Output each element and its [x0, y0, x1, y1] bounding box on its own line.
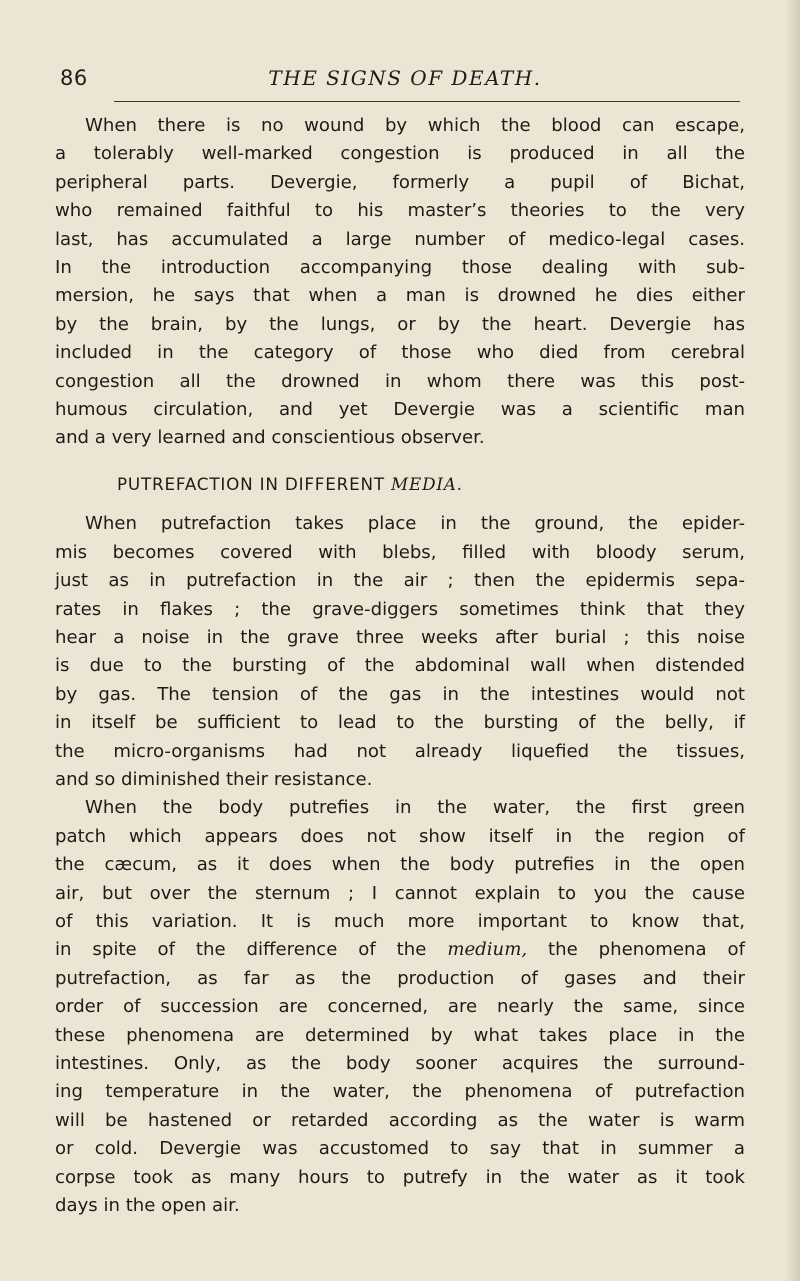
header-rule [114, 101, 740, 102]
section-heading-italic: MEDIA. [391, 473, 463, 494]
text-line: mersion, he says that when a man is drowned he dies either [55, 285, 745, 307]
text-line-medium [55, 936, 745, 964]
text-line: days in the open air. [55, 1195, 240, 1217]
text-line: mis becomes covered with blebs, filled with bloody serum, [55, 541, 745, 563]
paragraph-putrefaction-water [55, 794, 745, 1220]
running-title: THE SIGNS OF DEATH. [268, 66, 542, 90]
text-line: or cold. Devergie was accustomed to say that in summer a [55, 1138, 745, 1160]
text-line: a tolerably well-marked congestion is produced in all the [55, 143, 745, 165]
text-line: patch which appears does not show itself in the region of [55, 825, 745, 847]
text-line: When there is no wound by which the blood can escape, [85, 115, 745, 136]
text-line: in itself be sufficient to lead to the bursting of the belly, if [55, 712, 745, 734]
text-segment: in spite of the difference of the [55, 939, 448, 961]
page-number: 86 [60, 66, 88, 90]
text-line: intestines. Only, as the body sooner acquires the surround- [55, 1053, 745, 1074]
text-line: When putrefaction takes place in the ground, the epider- [85, 513, 745, 535]
text-line: these phenomena are determined by what takes place in the [55, 1024, 745, 1046]
text-line: last, has accumulated a large number of medico-legal cases. [55, 228, 745, 250]
text-line: congestion all the drowned in whom there was this post- [55, 370, 745, 392]
section-heading-text: PUTREFACTION IN DIFFERENT [117, 473, 392, 494]
text-line: In the introduction accompanying those dealing with sub- [55, 257, 745, 279]
text-line: putrefaction, as far as the production of gases and their [55, 967, 745, 989]
text-line: included in the category of those who died from cerebral [55, 342, 745, 364]
page-header [60, 66, 750, 100]
text-line: of this variation. It is much more important to know that, [55, 910, 745, 932]
text-line: order of succession are concerned, are nearly the same, since [55, 996, 745, 1018]
text-line: the micro-organisms had not already liquefied the tissues, [55, 740, 745, 762]
text-line: and a very learned and conscientious observer. [55, 427, 485, 449]
text-line: humous circulation, and yet Devergie was a scientific man [55, 399, 745, 421]
text-line: will be hastened or retarded according as the water is warm [55, 1109, 745, 1131]
text-line: ing temperature in the water, the phenomena of putrefaction [55, 1081, 745, 1103]
page-edge-shadow [786, 0, 800, 1281]
text-line: rates in flakes ; the grave-diggers sometimes think that they [55, 598, 745, 620]
text-line: the cæcum, as it does when the body putrefies in the open [55, 854, 745, 876]
text-line: who remained faithful to his master’s theories to the very [55, 200, 745, 222]
text-line: air, but over the sternum ; I cannot explain to you the cause [55, 882, 745, 904]
text-line: corpse took as many hours to putrefy in the water as it took [55, 1166, 745, 1188]
section-heading [55, 470, 745, 498]
text-line: by the brain, by the lungs, or by the heart. Devergie has [55, 313, 745, 335]
paragraph-devergie-congestion [55, 112, 745, 453]
paragraph-putrefaction-ground [55, 510, 745, 794]
body-text [55, 112, 745, 1220]
text-line: by gas. The tension of the gas in the intestines would not [55, 683, 745, 705]
text-line: When the body putrefies in the water, the first green [85, 797, 745, 819]
text-line: just as in putrefaction in the air ; then the epidermis sepa- [55, 570, 745, 592]
italic-word-medium: medium, [447, 939, 528, 961]
text-line: is due to the bursting of the abdominal wall when distended [55, 655, 745, 677]
text-segment: the phenomena of [527, 939, 745, 961]
text-line: hear a noise in the grave three weeks after burial ; this noise [55, 626, 745, 648]
text-line: and so diminished their resistance. [55, 768, 373, 790]
text-line: peripheral parts. Devergie, formerly a pupil of Bichat, [55, 171, 745, 193]
